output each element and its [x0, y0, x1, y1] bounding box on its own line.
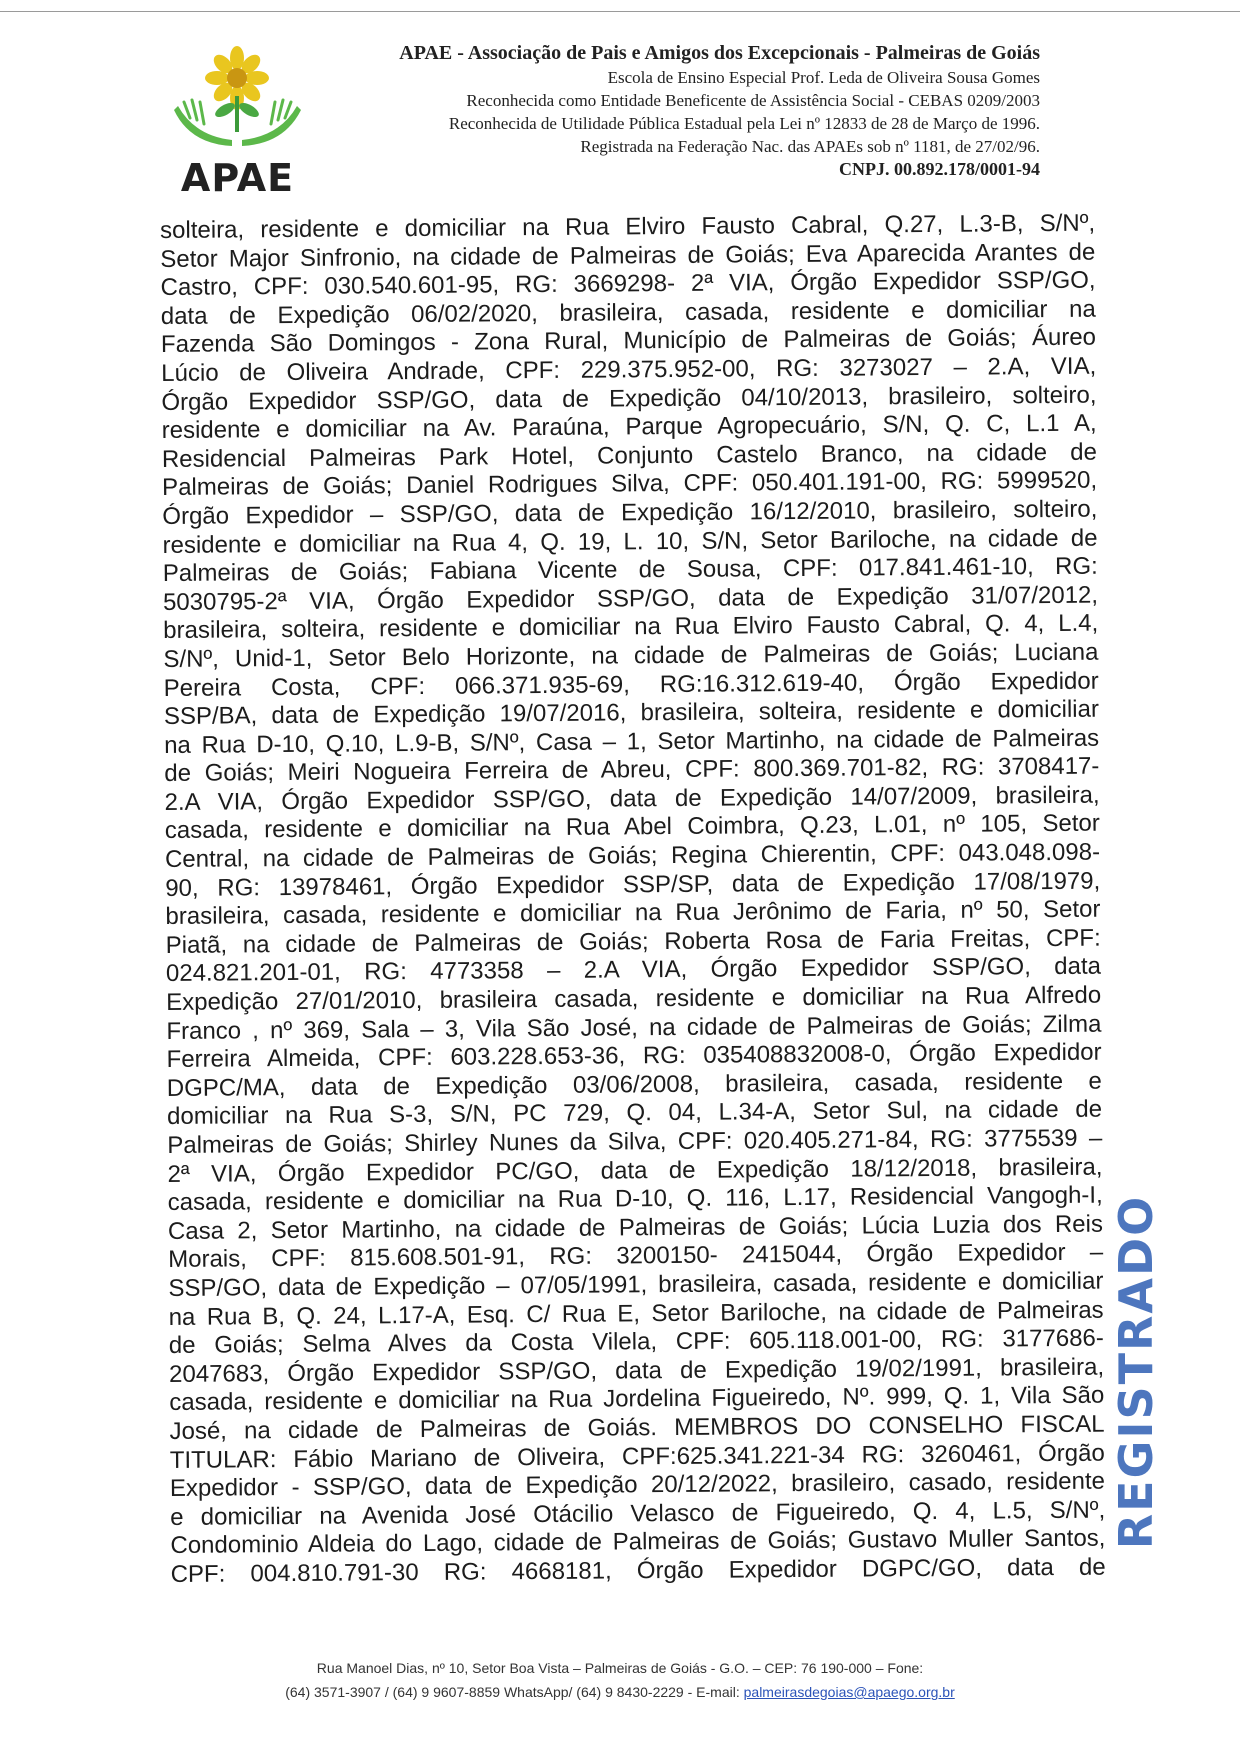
body-line: Palmeiras de Goiás; Daniel Rodrigues Silva, CPF: 050.401.191-00, RG: 5999520,: [162, 466, 1098, 502]
letterhead: [280, 40, 1040, 181]
body-line: Expedição 27/01/2010, brasileira casada, residente e domiciliar na Rua Alfredo: [166, 981, 1102, 1017]
body-line: e domiciliar na Avenida José Otácilio Velasco de Figueiredo, Q. 4, L.5, S/Nº,: [170, 1496, 1106, 1531]
body-line: Morais, CPF: 815.608.501-91, RG: 3200150- 2415044, Órgão Expedidor –: [168, 1238, 1104, 1274]
body-line: José, na cidade de Palmeiras de Goiás. MEMBROS DO CONSELHO FISCAL: [169, 1410, 1105, 1445]
body-line: brasileira, casada, residente e domiciliar na Rua Jerônimo de Faria, nº 50, Setor: [165, 895, 1101, 931]
body-line: 2047683, Órgão Expedidor SSP/GO, data de Expedição 19/02/1991, brasileira,: [168, 1353, 1105, 1388]
body-line: Palmeiras de Goiás; Shirley Nunes da Silva, CPF: 020.405.271-84, RG: 3775539 –: [167, 1124, 1103, 1159]
body-line: residente e domiciliar na Av. Paraúna, Parque Agropecuário, S/N, Q. C, L.1 A,: [161, 409, 1097, 445]
school-name: Escola de Ensino Especial Prof. Leda de Oliveira Sousa Gomes: [607, 68, 1040, 87]
body-line: Fazenda São Domingos - Zona Rural, Município de Palmeiras de Goiás; Áureo: [160, 324, 1097, 359]
body-line: Central, na cidade de Palmeiras de Goiás; Regina Chierentin, CPF: 043.048.098-: [164, 838, 1101, 874]
body-line: TITULAR: Fábio Mariano de Oliveira, CPF:625.341.221-34 RG: 3260461, Órgão: [169, 1439, 1105, 1474]
body-line: Expedidor - SSP/GO, data de Expedição 20/12/2022, brasileiro, casado, residente: [169, 1467, 1106, 1503]
footer: [0, 1656, 1240, 1704]
cnpj: CNPJ. 00.892.178/0001-94: [839, 159, 1040, 179]
body-line: casada, residente e domiciliar na Rua D-10, Q. 116, L.17, Residencial Vangogh-I,: [167, 1181, 1103, 1217]
body-line: 2ª VIA, Órgão Expedidor PC/GO, data de Expedição 18/12/2018, brasileira,: [167, 1153, 1103, 1188]
body-line: Residencial Palmeiras Park Hotel, Conjunto Castelo Branco, na cidade de: [161, 438, 1097, 473]
body-line: de Goiás; Selma Alves da Costa Vilela, CPF: 605.118.001-00, RG: 3177686-: [168, 1324, 1104, 1360]
body-line: na Rua D-10, Q.10, L.9-B, S/Nº, Casa – 1, Setor Martinho, na cidade de Palmeiras: [164, 724, 1100, 759]
body-line: 024.821.201-01, RG: 4773358 – 2.A VIA, Órgão Expedidor SSP/GO, data: [165, 953, 1102, 988]
body-line: CPF: 004.810.791-30 RG: 4668181, Órgão Expedidor DGPC/GO, data de: [170, 1553, 1106, 1588]
body-line: DGPC/MA, data de Expedição 03/06/2008, brasileira, casada, residente e: [166, 1067, 1102, 1102]
body-line: Palmeiras de Goiás; Fabiana Vicente de Sousa, CPF: 017.841.461-10, RG:: [162, 552, 1098, 588]
body-line: S/Nº, Unid-1, Setor Belo Horizonte, na cidade de Palmeiras de Goiás; Luciana: [163, 638, 1099, 673]
body-line: SSP/GO, data de Expedição – 07/05/1991, brasileira, casada, residente e domiciliar: [168, 1267, 1104, 1302]
body-line: 90, RG: 13978461, Órgão Expedidor SSP/SP, data de Expedição 17/08/1979,: [165, 867, 1101, 902]
body-line: domiciliar na Rua S-3, S/N, PC 729, Q. 04, L.34-A, Setor Sul, na cidade de: [166, 1096, 1103, 1131]
body-line: na Rua B, Q. 24, L.17-A, Esq. C/ Rua E, Setor Bariloche, na cidade de Palmeiras: [168, 1296, 1104, 1331]
body-line: Órgão Expedidor – SSP/GO, data de Expedição 16/12/2010, brasileiro, solteiro,: [162, 495, 1098, 530]
body-line: 2.A VIA, Órgão Expedidor SSP/GO, data de Expedição 14/07/2009, brasileira,: [164, 781, 1100, 816]
body-line: solteira, residente e domiciliar na Rua Elviro Fausto Cabral, Q.27, L.3-B, S/Nº,: [160, 209, 1096, 244]
footer-address: Rua Manoel Dias, nº 10, Setor Boa Vista – Palmeiras de Goiás - G.O. – CEP: 76 190-000 – Fone:: [316, 1660, 924, 1676]
footer-phones: (64) 3571-3907 / (64) 9 9607-8859 WhatsApp/ (64) 9 8430-2229 - E-mail:: [285, 1684, 744, 1700]
body-line: residente e domiciliar na Rua 4, Q. 19, L. 10, S/N, Setor Bariloche, na cidade de: [162, 524, 1098, 559]
body-line: de Goiás; Meiri Nogueira Ferreira de Abreu, CPF: 800.369.701-82, RG: 3708417-: [164, 752, 1100, 788]
logo-wordmark: APAE: [180, 156, 295, 200]
top-rule: [0, 11, 1240, 12]
body-line: Setor Major Sinfronio, na cidade de Palmeiras de Goiás; Eva Aparecida Arantes de: [160, 238, 1096, 273]
body-line: Casa 2, Setor Martinho, na cidade de Palmeiras de Goiás; Lúcia Luzia dos Reis: [167, 1210, 1104, 1245]
body-line: brasileira, solteira, residente e domiciliar na Rua Elviro Fausto Cabral, Q. 4, L.4,: [163, 609, 1099, 645]
body-line: Ferreira Almeida, CPF: 603.228.653-36, RG: 035408832008-0, Órgão Expedidor: [166, 1038, 1102, 1074]
stamp-text: REGISTRADO: [1109, 1194, 1163, 1550]
body-line: Piatã, na cidade de Palmeiras de Goiás; Roberta Rosa de Faria Freitas, CPF:: [165, 924, 1101, 959]
footer-contacts: [0, 1680, 1240, 1704]
federation-registration: Registrada na Federação Nac. das APAEs sob nº 1181, de 27/02/96.: [580, 137, 1040, 156]
footer-email-link[interactable]: palmeirasdegoias@apaego.org.br: [743, 1684, 955, 1700]
document-body: [160, 210, 1106, 1590]
body-line: Pereira Costa, CPF: 066.371.935-69, RG:16.312.619-40, Órgão Expedidor: [163, 667, 1099, 702]
body-line: casada, residente e domiciliar na Rua Abel Coimbra, Q.23, L.01, nº 105, Setor: [164, 810, 1100, 845]
body-line: Órgão Expedidor SSP/GO, data de Expedição 04/10/2013, brasileiro, solteiro,: [161, 381, 1097, 416]
body-line: Castro, CPF: 030.540.601-95, RG: 3669298- 2ª VIA, Órgão Expedidor SSP/GO,: [160, 266, 1096, 302]
public-utility-law: Reconhecida de Utilidade Pública Estadual pela Lei nº 12833 de 28 de Março de 1996.: [448, 114, 1040, 133]
cebas-recognition: Reconhecida como Entidade Beneficente de Assistência Social - CEBAS 0209/2003: [466, 91, 1040, 110]
body-line: SSP/BA, data de Expedição 19/07/2016, brasileira, solteira, residente e domiciliar: [163, 695, 1100, 731]
registered-stamp: [1109, 1188, 1163, 1556]
body-line: Lúcio de Oliveira Andrade, CPF: 229.375.952-00, RG: 3273027 – 2.A, VIA,: [161, 352, 1097, 387]
body-line: Franco , nº 369, Sala – 3, Vila São José, na cidade de Palmeiras de Goiás; Zilma: [166, 1010, 1102, 1045]
body-line: casada, residente e domiciliar na Rua Jordelina Figueiredo, Nº. 999, Q. 1, Vila São: [169, 1381, 1105, 1417]
body-line: data de Expedição 06/02/2020, brasileira, casada, residente e domiciliar na: [160, 295, 1096, 330]
body-line: 5030795-2ª VIA, Órgão Expedidor SSP/GO, data de Expedição 31/07/2012,: [162, 581, 1099, 616]
body-line: Condominio Aldeia do Lago, cidade de Palmeiras de Goiás; Gustavo Muller Santos,: [170, 1524, 1106, 1560]
organization-title: APAE - Associação de Pais e Amigos dos Excepcionais - Palmeiras de Goiás: [399, 42, 1040, 64]
